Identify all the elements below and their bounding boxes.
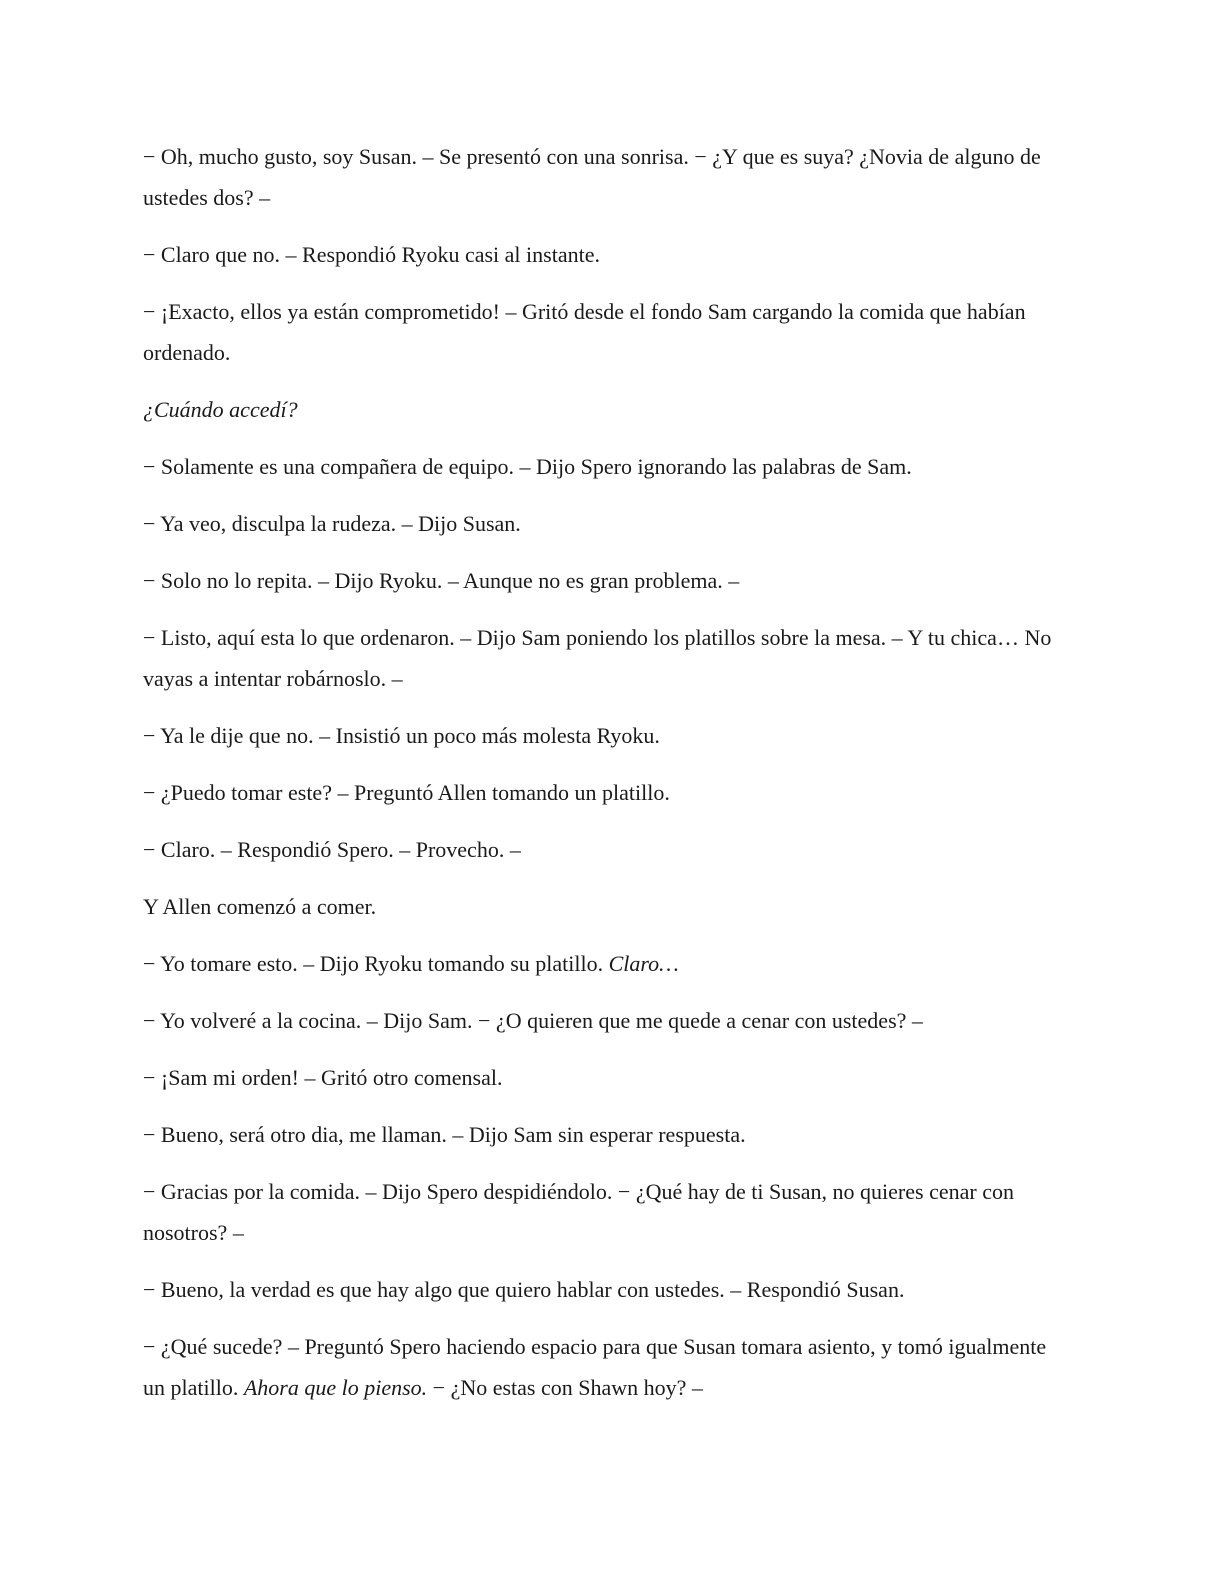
paragraph-text: − Gracias por la comida. – Dijo Spero despidiéndolo. − ¿Qué hay de ti Susan, no quieres cenar con nosotros? – xyxy=(143,1179,1014,1245)
paragraph-12 xyxy=(143,886,1063,927)
paragraph-text: − Bueno, la verdad es que hay algo que quiero hablar con ustedes. – Respondió Susan. xyxy=(143,1277,905,1302)
paragraph-text: − ¿No estas con Shawn hoy? – xyxy=(427,1375,703,1400)
paragraph-14 xyxy=(143,1000,1063,1041)
paragraph-text: − ¡Sam mi orden! – Gritó otro comensal. xyxy=(143,1065,503,1090)
paragraph-text: − Yo tomare esto. – Dijo Ryoku tomando su platillo. xyxy=(143,951,609,976)
paragraph-5 xyxy=(143,446,1063,487)
paragraph-text: − ¡Exacto, ellos ya están comprometido! – Gritó desde el fondo Sam cargando la comida que habían ordenado. xyxy=(143,299,1026,365)
paragraph-9 xyxy=(143,715,1063,756)
paragraph-text: − Claro que no. – Respondió Ryoku casi al instante. xyxy=(143,242,600,267)
paragraph-3 xyxy=(143,291,1063,373)
paragraph-text: − Claro. – Respondió Spero. – Provecho. – xyxy=(143,837,521,862)
paragraph-16 xyxy=(143,1114,1063,1155)
paragraph-text: − ¿Puedo tomar este? – Preguntó Allen tomando un platillo. xyxy=(143,780,670,805)
paragraph-11 xyxy=(143,829,1063,870)
paragraph-17 xyxy=(143,1171,1063,1253)
paragraph-2 xyxy=(143,234,1063,275)
paragraph-13 xyxy=(143,943,1063,984)
paragraph-text: − Ya le dije que no. – Insistió un poco más molesta Ryoku. xyxy=(143,723,660,748)
paragraph-text: − Listo, aquí esta lo que ordenaron. – Dijo Sam poniendo los platillos sobre la mesa. – Y tu chica… No vayas a intentar robárnoslo. – xyxy=(143,625,1052,691)
document-page xyxy=(143,136,1063,1424)
italic-thought: Ahora que lo pienso. xyxy=(243,1375,428,1400)
paragraph-18 xyxy=(143,1269,1063,1310)
paragraph-19 xyxy=(143,1326,1063,1408)
paragraph-8 xyxy=(143,617,1063,699)
paragraph-text: − Yo volveré a la cocina. – Dijo Sam. − ¿O quieren que me quede a cenar con ustedes? – xyxy=(143,1008,923,1033)
paragraph-6 xyxy=(143,503,1063,544)
paragraph-text: − Oh, mucho gusto, soy Susan. – Se presentó con una sonrisa. − ¿Y que es suya? ¿Novia de alguno de ustedes dos? – xyxy=(143,144,1041,210)
paragraph-text: − ¿Qué sucede? – Preguntó Spero haciendo espacio para que Susan tomara asiento, y tomó igualmente un platillo. xyxy=(143,1334,1047,1400)
paragraph-text: − Solo no lo repita. – Dijo Ryoku. – Aunque no es gran problema. – xyxy=(143,568,740,593)
paragraph-4 xyxy=(143,389,1063,430)
italic-thought: Claro… xyxy=(608,951,679,976)
paragraph-text: − Ya veo, disculpa la rudeza. – Dijo Susan. xyxy=(143,511,521,536)
paragraph-1 xyxy=(143,136,1063,218)
paragraph-15 xyxy=(143,1057,1063,1098)
paragraph-10 xyxy=(143,772,1063,813)
paragraph-text: − Solamente es una compañera de equipo. – Dijo Spero ignorando las palabras de Sam. xyxy=(143,454,912,479)
italic-thought: ¿Cuándo accedí? xyxy=(143,397,298,422)
paragraph-7 xyxy=(143,560,1063,601)
paragraph-text: Y Allen comenzó a comer. xyxy=(143,894,377,919)
paragraph-text: − Bueno, será otro dia, me llaman. – Dijo Sam sin esperar respuesta. xyxy=(143,1122,746,1147)
